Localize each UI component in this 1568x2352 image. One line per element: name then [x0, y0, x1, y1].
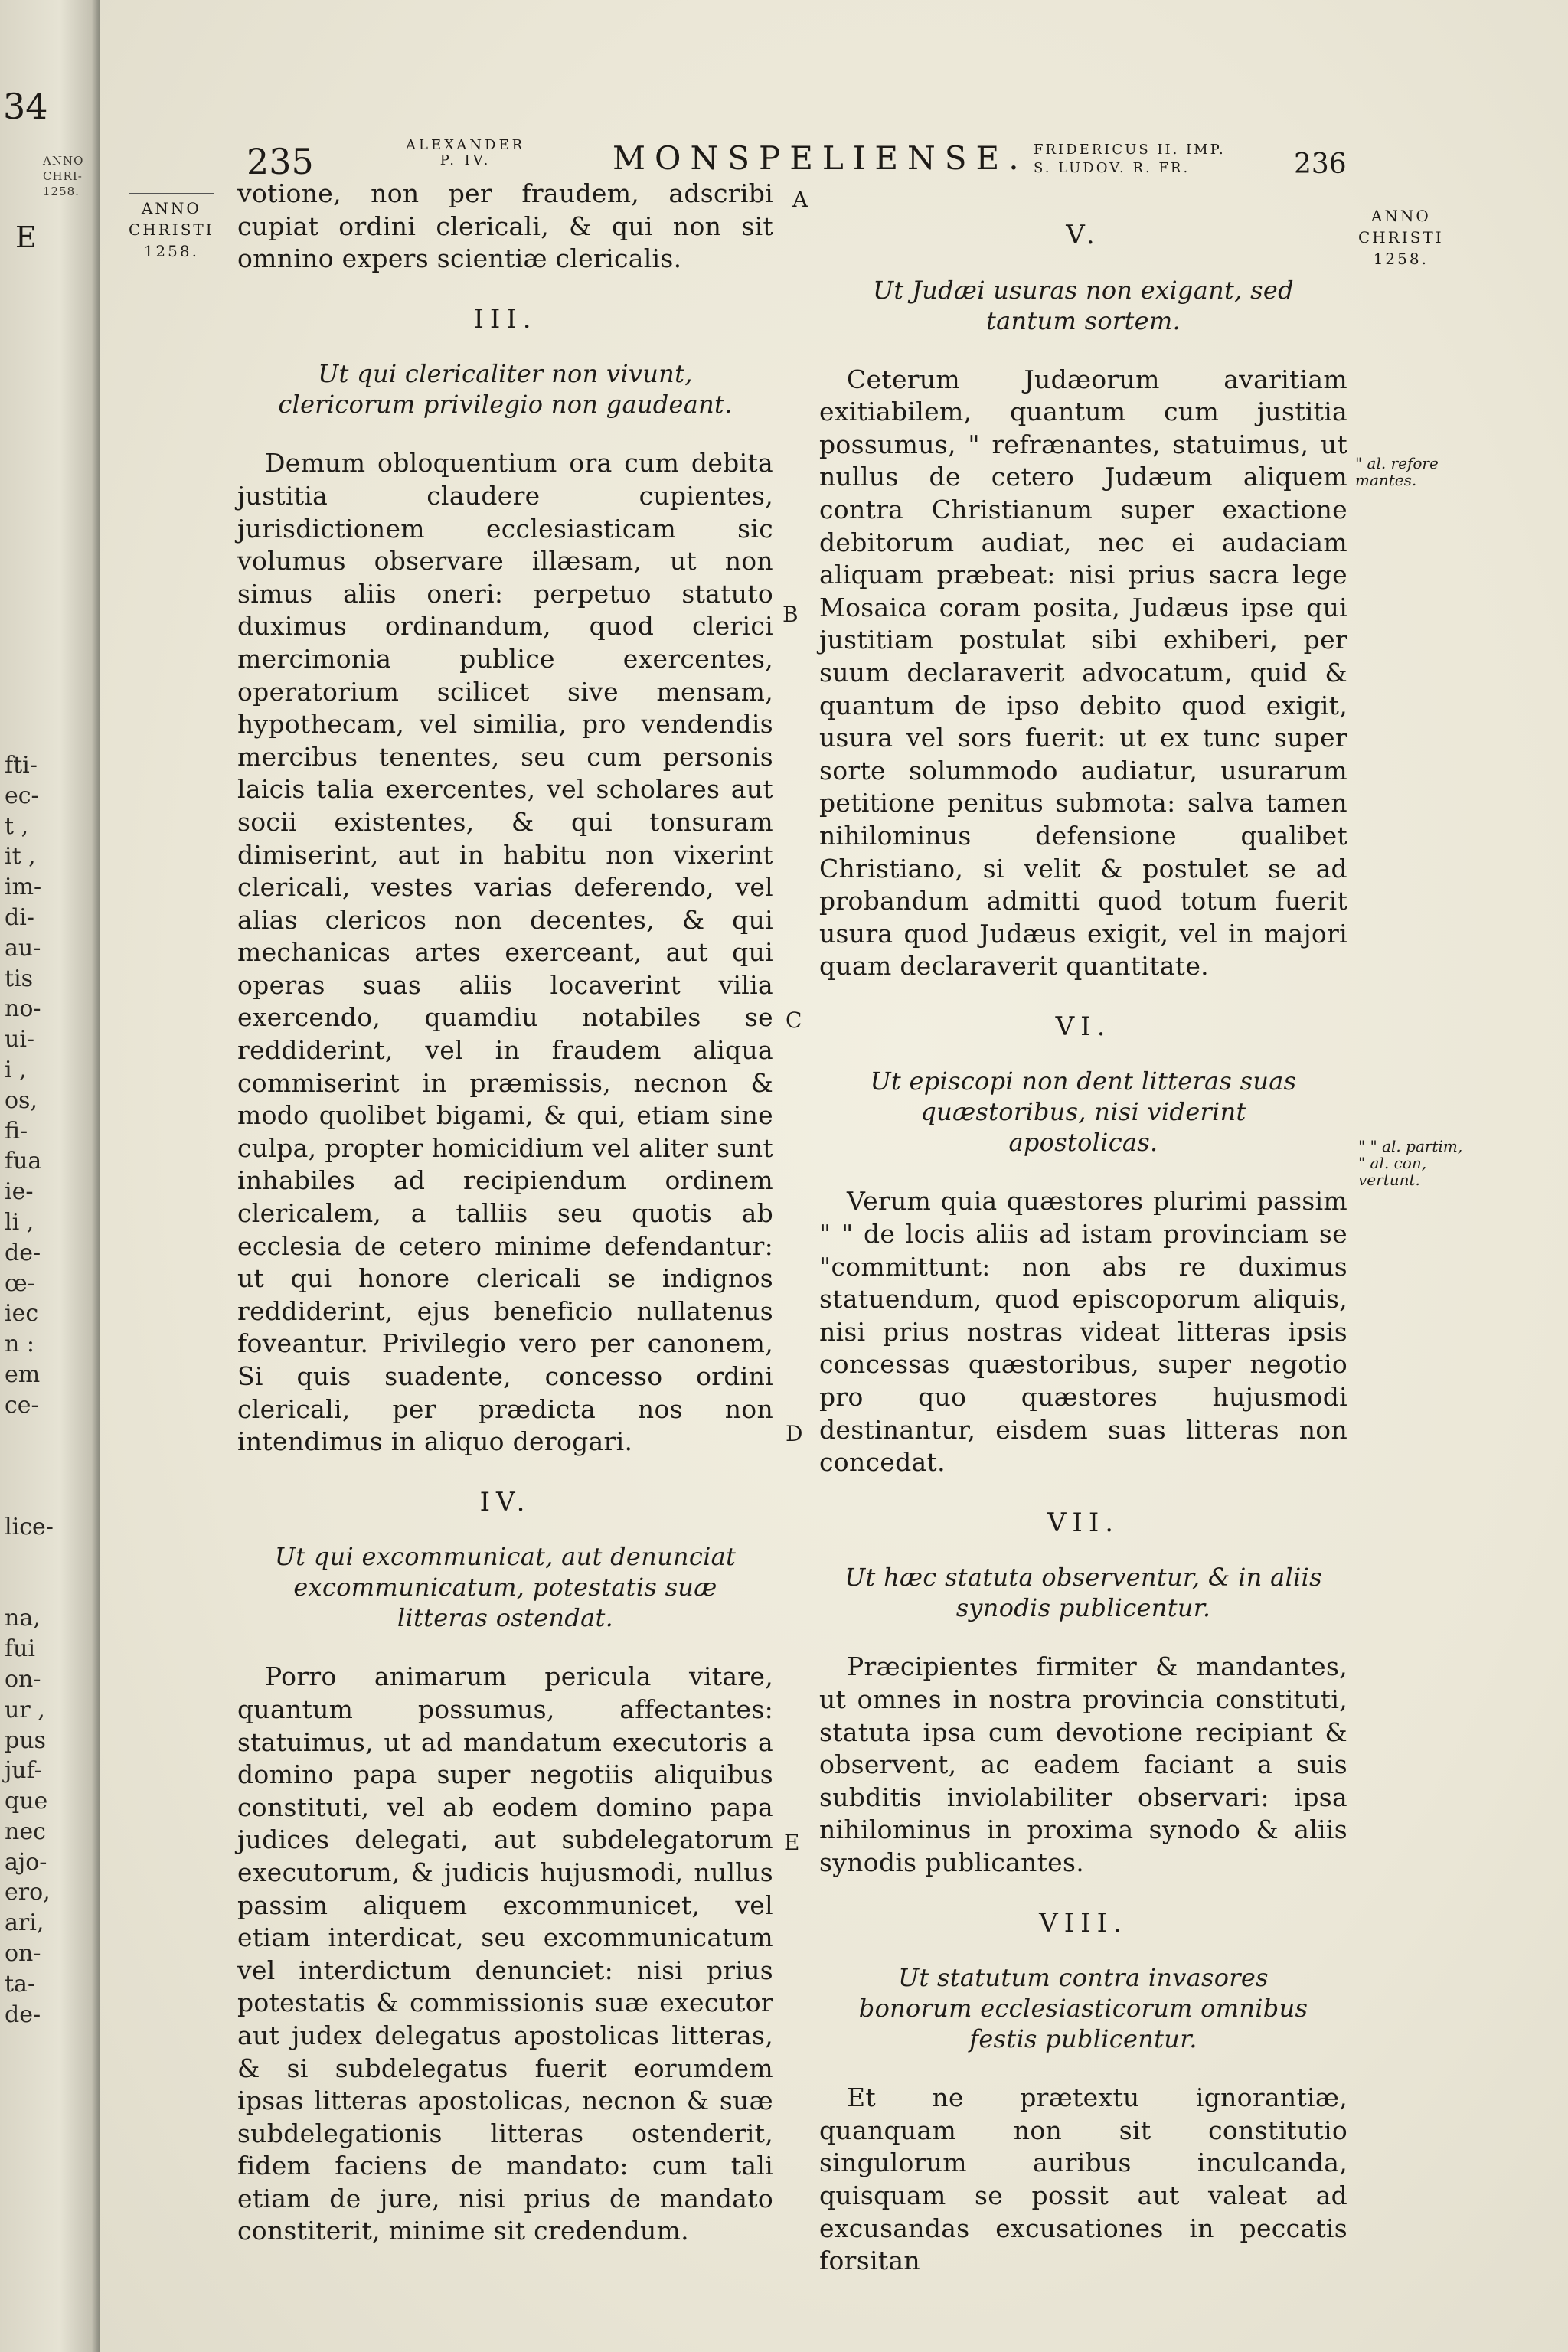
running-head-title: MONSPELIENSE. — [612, 139, 1028, 177]
previous-page-fragment-line — [0, 1421, 100, 1452]
signature-d: D — [786, 1421, 803, 1446]
right-column — [819, 205, 1348, 2278]
margin-note-partim: " " al. partim, " al. con, vertunt. — [1358, 1137, 1463, 1189]
previous-page-fragment-line: i , — [5, 1056, 27, 1083]
previous-page-fragment-line: œ- — [5, 1269, 35, 1297]
previous-page-fragment-line: ie- — [5, 1178, 34, 1206]
opening-paragraph: votione, non per fraudem, adscribi cupiat ordini clericali, & qui non sit omnino expers scientiæ clericalis. — [237, 178, 773, 274]
previous-page-edge — [0, 0, 100, 2352]
previous-page-fragment-line: de- — [5, 1239, 41, 1266]
previous-page-fragment-line: ta- — [5, 1970, 36, 1998]
section-6-heading: VI. — [1055, 1011, 1112, 1042]
running-head-fridericus: FRIDERICUS II. IMP. S. LUDOV. R. FR. — [1034, 142, 1226, 176]
section-6-body: Verum quia quæstores plurimi passim " " de locis aliis ad istam provinciam se "committunt: non abs re duximus statuendum, quod episcoporum aliquis, nisi prius nostras videat litteras ipsis concessas quæstoribus, super negotio pro quo quæstores hujusmodi destinantur, eisdem suas litteras non concedat. — [819, 1186, 1348, 1478]
previous-page-fragment-line: juf- — [5, 1757, 42, 1785]
previous-page-fragment-line: di- — [5, 903, 34, 931]
running-head-alexander: ALEXANDER P. IV. — [406, 137, 526, 168]
left-column — [237, 178, 773, 2248]
previous-page-fragment-line: fui — [5, 1635, 36, 1663]
signature-a: A — [792, 187, 808, 212]
section-8-heading: VIII. — [1039, 1907, 1128, 1939]
previous-page-fragment-line: li , — [5, 1208, 34, 1236]
previous-page-fragment-line: ajo- — [5, 1848, 47, 1876]
page-number-right: 236 — [1294, 149, 1347, 180]
previous-page-fragment-line: iec — [5, 1300, 39, 1328]
previous-page-fragment-line: fti- — [5, 752, 38, 779]
margin-date-right: ANNO CHRISTI 1258. — [1358, 207, 1444, 268]
previous-page-fragment-line: nec — [5, 1818, 46, 1845]
previous-page-fragment-line: em — [5, 1361, 41, 1388]
previous-page-fragment-line — [0, 1543, 100, 1573]
section-7-heading: VII. — [1047, 1507, 1120, 1538]
previous-page-fragments — [0, 750, 100, 2030]
section-7-body: Præcipientes firmiter & mandantes, ut omnes in nostra provincia constituti, statuta ipsa cum devotione recipiant & observent, ac eadem faciant a suis subditis inviolabiliter observari: ipsa nihilominus in proxima synodo & aliis synodis publicantes. — [819, 1651, 1348, 1877]
previous-page-fragment-line: fi- — [5, 1117, 28, 1145]
signature-b: B — [782, 602, 799, 627]
margin-note-refore: " al. refore mantes. — [1355, 454, 1439, 489]
page-number-left: 235 — [247, 141, 314, 182]
previous-page-fragment-line: ui- — [5, 1026, 35, 1054]
previous-page-fragment-line: que — [5, 1788, 48, 1815]
running-head — [100, 138, 1568, 184]
previous-page-fragment-line: ur , — [5, 1696, 45, 1723]
previous-page-fragment-line: tis — [5, 965, 34, 992]
previous-page-fragment-line: ec- — [5, 782, 39, 809]
section-3-heading: III. — [473, 303, 537, 335]
previous-page-fragment-line: on- — [5, 1940, 41, 1968]
section-4-heading: IV. — [479, 1486, 531, 1517]
previous-page-number: 34 — [3, 86, 48, 127]
section-5-body: Ceterum Judæorum avaritiam exitiabilem, quantum cum justitia possumus, " refrænantes, statuimus, ut nullus de cetero Judæum aliquem contra Christianum super exactione debitorum audiat, nec ei audaciam aliquam præbeat: nisi prius sacra lege Mosaica coram posita, Judæus ipse qui justitiam postulat sibi exhiberi, per suum declaraverit advocatum, quid & quantum de ipso debito quod exigit, usura vel sors fuerit: ut ex tunc super sorte solummodo audiatur, usurarum petitione penitus submota: salva tamen nihilominus defensione qualibet Christiano, si velit & postulet se ad probandum admitti quod totum fuerit usura quod Judæus exigit, vel in majori quam declaraverit quantitate. — [819, 364, 1348, 982]
previous-page-fragment-line: ari, — [5, 1909, 44, 1937]
section-4-rubric: Ut qui excommunicat, aut denunciat excommunicatum, potestatis suæ litteras ostendat. — [274, 1542, 737, 1633]
section-7-rubric: Ut hæc statuta observentur, & in aliis synodis publicentur. — [844, 1563, 1322, 1623]
signature-c: C — [786, 1008, 802, 1033]
previous-page-fragment-line: im- — [5, 874, 42, 901]
previous-page-fragment-line: on- — [5, 1665, 41, 1693]
previous-page-fragment-line: au- — [5, 934, 41, 962]
page — [100, 0, 1568, 2352]
section-6-rubric: Ut episcopi non dent litteras suas quæstoribus, nisi viderint apostolicas. — [870, 1067, 1297, 1158]
previous-page-fragment-line: lice- — [5, 1513, 54, 1540]
section-5-rubric: Ut Judæi usuras non exigant, sed tantum sortem. — [873, 275, 1294, 335]
previous-page-fragment-line: fua — [5, 1148, 42, 1175]
previous-page-fragment-line: ero, — [5, 1879, 51, 1906]
previous-page-fragment-line: no- — [5, 995, 41, 1023]
previous-page-fragment-line — [0, 1573, 100, 1604]
previous-page-fragment-line: de- — [5, 2001, 41, 2028]
previous-page-initial: E — [15, 220, 37, 254]
section-4-body: Porro animarum pericula vitare, quantum possumus, affectantes: statuimus, ut ad mandatum executoris a domino papa super negotiis aliquibus constituti, vel ab eodem domino papa judices delegati, aut subdelegatorum executorum, & judicis hujusmodi, nullus passim aliquem excommunicet, vel etiam interdicat, seu excommunicatum vel interdictum denunciet: nisi prius potestatis & commissionis suæ executor aut judex delegatus apostolicas litteras, & si subdelegatus fuerit eorumdem ipsas litteras apostolicas, necnon & suæ subdelegationis litteras ostenderit, fidem faciens de mandato: cum tali etiam de jure, nisi prius de mandato constiterit, minime sit credendum. — [237, 1661, 773, 2246]
previous-page-fragment-line: ce- — [5, 1391, 39, 1419]
previous-page-fragment-line — [0, 1481, 100, 1512]
signature-e: E — [784, 1830, 800, 1855]
section-8-rubric: Ut statutum contra invasores bonorum ecclesiasticorum omnibus festis publicentur. — [858, 1963, 1308, 2054]
section-3-body: Demum obloquentium ora cum debita justitia claudere cupientes, jurisdictionem ecclesiasticam sic volumus observare illæsam, ut non simus aliis oneri: perpetuo statuto duximus ordinandum, quod clerici mercimonia publice exercentes, operatorium scilicet sive mensam, hypothecam, vel similia, pro vendendis mercibus tenentes, seu cum personis laicis talia exercentes, vel scholares aut socii existentes, & qui tonsuram dimiserint, aut in habitu non vixerint clericali, vestes varias deferendo, vel alias clericos non decentes, & qui mechanicas artes exerceant, aut qui operas suas aliis locaverint vilia exercendo, quamdiu notabiles se reddiderint, vel in fraudem aliqua commiserint in præmissis, necnon & modo quolibet bigami, & qui, etiam sine culpa, propter homicidium vel aliter sunt inhabiles ad recipiendum ordinem clericalem, a talliis seu quotis ab ecclesia de cetero minime defendantur: ut qui honore clericali se indignos reddiderint, ejus beneficio nullatenus foveantur. Privilegio vero per canonem, Si quis suadente, concesso ordini clericali, per prædicta nos non intendimus in aliquo derogari. — [237, 448, 773, 1457]
section-8-body: Et ne prætextu ignorantiæ, quanquam non sit constitutio singulorum auribus inculcanda, quisquam se possit aut valeat ad excusandas excusationes in peccatis forsitan — [819, 2082, 1348, 2276]
previous-page-fragment-line: na, — [5, 1605, 41, 1632]
section-5-heading: V. — [1066, 220, 1101, 250]
previous-page-margin-date: ANNO CHRI- 1258. — [43, 154, 84, 198]
margin-date-left: ANNO CHRISTI 1258. — [129, 193, 214, 262]
previous-page-fragment-line: os, — [5, 1086, 38, 1114]
section-3-rubric: Ut qui clericaliter non vivunt, clericorum privilegio non gaudeant. — [278, 359, 733, 420]
previous-page-fragment-line: t , — [5, 812, 29, 840]
previous-page-fragment-line: it , — [5, 843, 36, 871]
previous-page-fragment-line: pus — [5, 1726, 46, 1754]
previous-page-fragment-line: n : — [5, 1331, 34, 1358]
previous-page-fragment-line — [0, 1451, 100, 1481]
